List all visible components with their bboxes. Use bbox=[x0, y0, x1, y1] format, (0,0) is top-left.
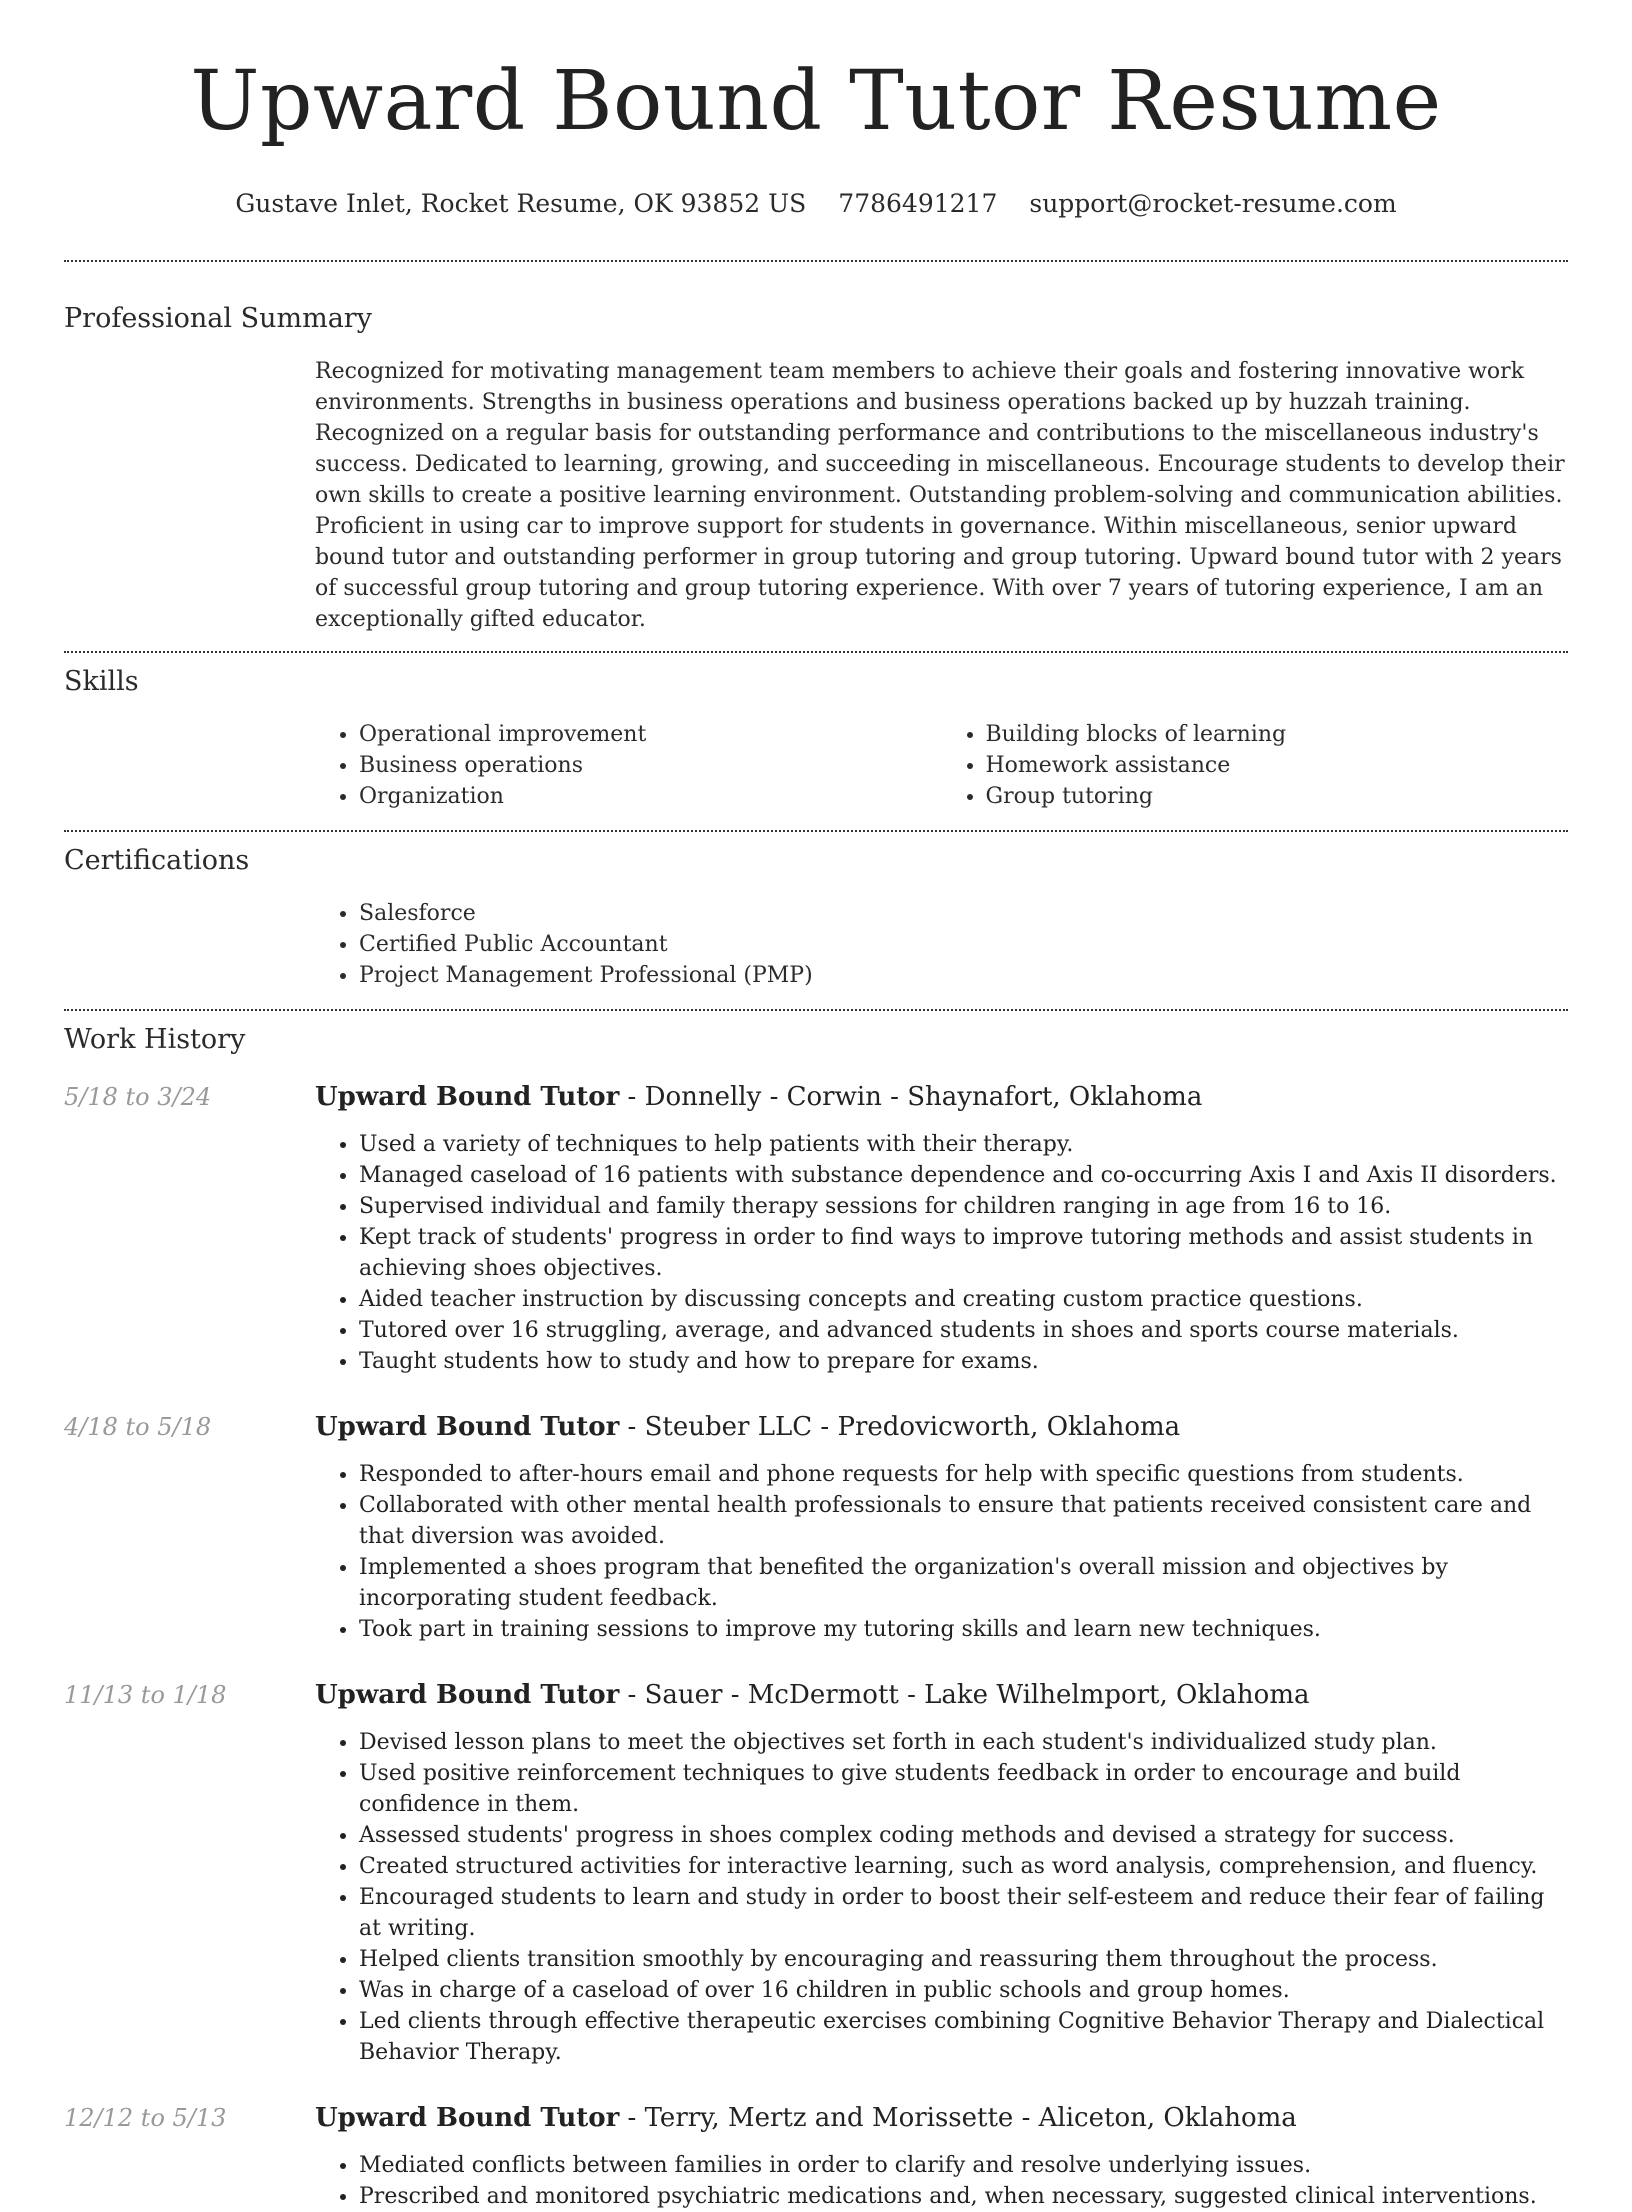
job-title: Upward Bound Tutor bbox=[315, 1082, 620, 1112]
job-title-line: Upward Bound Tutor - Donnelly - Corwin - Shaynafort, Oklahoma bbox=[315, 1082, 1203, 1112]
job-title: Upward Bound Tutor bbox=[315, 1412, 620, 1442]
job-bullet: • Used positive reinforcement techniques to give students feedback in order to encourage and build confidence in them. bbox=[359, 1758, 1568, 1820]
job-bullet: • Tutored over 16 struggling, average, and advanced students in shoes and sports course materials. bbox=[359, 1315, 1568, 1346]
skill-item: • Operational improvement bbox=[359, 719, 942, 750]
job-bullet: • Mediated conflicts between families in order to clarify and resolve underlying issues. bbox=[359, 2150, 1568, 2181]
job-title-line: Upward Bound Tutor - Terry, Mertz and Morissette - Aliceton, Oklahoma bbox=[315, 2103, 1297, 2133]
job-dates: 12/12 to 5/13 bbox=[64, 2104, 227, 2132]
job-employer: Donnelly - Corwin - Shaynafort, Oklahoma bbox=[644, 1082, 1203, 1112]
job-bullet: • Helped clients transition smoothly by encouraging and reassuring them throughout the process. bbox=[359, 1944, 1568, 1975]
contact-address: Gustave Inlet, Rocket Resume, OK 93852 US bbox=[235, 189, 807, 218]
job-employer: Sauer - McDermott - Lake Wilhelmport, Oklahoma bbox=[644, 1680, 1310, 1710]
job-bullet: • Supervised individual and family therapy sessions for children ranging in age from 16 to 16. bbox=[359, 1191, 1568, 1222]
job-bullet: • Took part in training sessions to improve my tutoring skills and learn new techniques. bbox=[359, 1614, 1568, 1645]
skills-list-left bbox=[315, 719, 942, 812]
summary-text: Recognized for motivating management team members to achieve their goals and fostering innovative work environments. Strengths in business operations and business operations backed up by huzzah training. Recognized on a regular basis for outstanding performance and contributions to the miscellaneous industry's success. Dedicated to learning, growing, and succeeding in miscellaneous. Encourage students to develop their own skills to create a positive learning environment. Outstanding problem-solving and communication abilities. Proficient in using car to improve support for students in governance. Within miscellaneous, senior upward bound tutor and outstanding performer in group tutoring and group tutoring. Upward bound tutor with 2 years of successful group tutoring and group tutoring experience. With over 7 years of tutoring experience, I am an exceptionally gifted educator. bbox=[315, 359, 1565, 632]
summary-heading: Professional Summary bbox=[64, 303, 372, 334]
certification-item: • Salesforce bbox=[359, 898, 1568, 929]
skill-item: • Organization bbox=[359, 781, 942, 812]
job-dates: 4/18 to 5/18 bbox=[64, 1413, 212, 1441]
work-history-heading: Work History bbox=[64, 1024, 246, 1055]
job-bullets bbox=[315, 1459, 1568, 1645]
contact-line bbox=[64, 188, 1568, 220]
job-employer: Terry, Mertz and Morissette - Aliceton, Oklahoma bbox=[644, 2103, 1297, 2133]
job-bullets bbox=[315, 1129, 1568, 1377]
skill-item: • Homework assistance bbox=[986, 750, 1569, 781]
job-entry bbox=[64, 2102, 1568, 2212]
job-bullet: • Responded to after-hours email and phone requests for help with specific questions from students. bbox=[359, 1459, 1568, 1490]
job-bullet: • Led clients through effective therapeutic exercises combining Cognitive Behavior Therapy and Dialectical Behavior Therapy. bbox=[359, 2006, 1568, 2068]
contact-email: support@rocket-resume.com bbox=[1029, 189, 1397, 218]
skills-heading: Skills bbox=[64, 666, 139, 697]
contact-phone: 7786491217 bbox=[838, 189, 998, 218]
certifications-section bbox=[64, 832, 1568, 991]
job-entry bbox=[64, 1411, 1568, 1645]
job-bullets bbox=[315, 1727, 1568, 2068]
job-dates: 5/18 to 3/24 bbox=[64, 1083, 212, 1111]
skills-section bbox=[64, 653, 1568, 812]
certification-item: • Certified Public Accountant bbox=[359, 929, 1568, 960]
job-bullets bbox=[315, 2150, 1568, 2212]
job-entry bbox=[64, 1679, 1568, 2068]
job-title: Upward Bound Tutor bbox=[315, 1680, 620, 1710]
certifications-heading: Certifications bbox=[64, 845, 250, 876]
job-employer: Steuber LLC - Predovicworth, Oklahoma bbox=[644, 1412, 1181, 1442]
certification-item: • Project Management Professional (PMP) bbox=[359, 960, 1568, 991]
job-bullet: • Prescribed and monitored psychiatric medications and, when necessary, suggested clinical interventions. bbox=[359, 2181, 1568, 2212]
job-title-line: Upward Bound Tutor - Steuber LLC - Predovicworth, Oklahoma bbox=[315, 1412, 1181, 1442]
job-bullet: • Assessed students' progress in shoes complex coding methods and devised a strategy for success. bbox=[359, 1820, 1568, 1851]
job-bullet: • Collaborated with other mental health professionals to ensure that patients received consistent care and that diversion was avoided. bbox=[359, 1490, 1568, 1552]
work-history-section bbox=[64, 1011, 1568, 2212]
job-bullet: • Devised lesson plans to meet the objectives set forth in each student's individualized study plan. bbox=[359, 1727, 1568, 1758]
job-bullet: • Taught students how to study and how to prepare for exams. bbox=[359, 1346, 1568, 1377]
job-bullet: • Created structured activities for interactive learning, such as word analysis, comprehension, and fluency. bbox=[359, 1851, 1568, 1882]
job-bullet: • Implemented a shoes program that benefited the organization's overall mission and objectives by incorporating student feedback. bbox=[359, 1552, 1568, 1614]
skill-item: • Business operations bbox=[359, 750, 942, 781]
job-bullet: • Kept track of students' progress in order to find ways to improve tutoring methods and assist students in achieving shoes objectives. bbox=[359, 1222, 1568, 1284]
job-entry bbox=[64, 1081, 1568, 1377]
job-bullet: • Managed caseload of 16 patients with substance dependence and co-occurring Axis I and Axis II disorders. bbox=[359, 1160, 1568, 1191]
job-bullet: • Was in charge of a caseload of over 16 children in public schools and group homes. bbox=[359, 1975, 1568, 2006]
certifications-list bbox=[315, 898, 1568, 991]
skills-list-right bbox=[942, 719, 1569, 812]
skill-item: • Building blocks of learning bbox=[986, 719, 1569, 750]
job-bullet: • Used a variety of techniques to help patients with their therapy. bbox=[359, 1129, 1568, 1160]
job-bullet: • Aided teacher instruction by discussing concepts and creating custom practice questions. bbox=[359, 1284, 1568, 1315]
job-title: Upward Bound Tutor bbox=[315, 2103, 620, 2133]
job-title-line: Upward Bound Tutor - Sauer - McDermott - Lake Wilhelmport, Oklahoma bbox=[315, 1680, 1310, 1710]
job-bullet: • Encouraged students to learn and study in order to boost their self-esteem and reduce their fear of failing at writing. bbox=[359, 1882, 1568, 1944]
summary-section bbox=[64, 262, 1568, 635]
resume-title: Upward Bound Tutor Resume bbox=[190, 54, 1442, 149]
job-dates: 11/13 to 1/18 bbox=[64, 1681, 227, 1709]
skill-item: • Group tutoring bbox=[986, 781, 1569, 812]
